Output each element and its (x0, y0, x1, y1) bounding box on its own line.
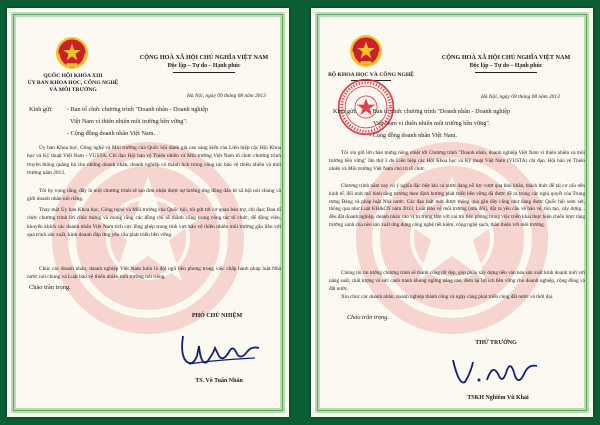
signer-title: THỨ TRƯỞNG (475, 340, 517, 346)
body-paragraph: Chúng tôi tin tưởng chương trình sẽ thành công tốt đẹp, góp phần xây dựng nền văn hóa sản xuất kinh doanh mới với năng suất, chất lượng và sức cạnh tranh không ngừng nâng cao, đem lại lợi ích bền vững cho doanh nghiệp, cộng đồng và đất nước. (329, 270, 585, 292)
letter-date: Hà Nội, ngày 09 tháng 08 năm 2013 (187, 93, 266, 99)
motto-underline (475, 72, 537, 73)
org-line-3: VÀ MÔI TRƯỜNG (49, 87, 97, 93)
national-emblem-icon (349, 34, 383, 68)
body-paragraph: Thay mặt Ủy ban Khoa học, Công nghệ và Môi trường của Quốc hội, tôi gửi tới cơ quan báo trợ, chỉ đạo; Ban tổ chức chương trình lời chúc mừng và mong rằng các đồng chí sẽ thành công trong công tác tổ chức, để động viên, khuyến khích các doanh nhân Việt Nam tích cực lồng ghép trong tính vực bảo vệ thiên nhiên môi trường gắn liền với quá trình sản xuất, kinh doanh đáp ứng yêu cầu phát triển bền vững. (27, 207, 281, 238)
body-paragraph: Chương trình năm nay có ý nghĩa đặc biệt khi cả nước đang nỗ lực vượt qua khó khăn, thách thức để tái cơ cấu nền kinh tế, đổi mới mô hình tăng trưởng theo định hướng phát triển bền vững đã được đề ra trong các nghị quyết của Trung ương Đảng và pháp luật Nhà nước. Các đạo luật mới được thông qua gần đây cũng như đang được Quốc hội xem xét, thông qua như Luật KH&CN năm 2013, Luật Bảo vệ môi trường (sửa đổi), đặt ra yêu cầu về bảo vệ, tôn tạo, xây dựng... đều đặt doanh nghiệp, doanh nhân vào vị trí trung tâm với vai trò tiên phong trong việc triển khai thực hiện chiến lược tăng trưởng xanh của nền sản xuất ứng dụng công nghệ tiết kiệm, công nghệ sạch, thân thiện với môi trường. (329, 183, 585, 228)
closing-text: Chào trân trọng. (347, 314, 389, 321)
country-name: CỘNG HOÀ XÃ HỘI CHỦ NGHĨA VIỆT NAM (139, 54, 269, 61)
body-paragraph: Chúc các doanh nhân, doanh nghiệp Việt Nam luôn là đội ngũ tiên phong trong việc chấp hành pháp luật Nhà nước nói chung và Luật bảo vệ thiên nhiên môi trường nói riêng. (27, 266, 281, 281)
national-emblem-icon (55, 36, 89, 70)
org-line-2: ỦY BAN KHOA HỌC, CÔNG NGHỆ (27, 80, 119, 86)
country-name: CỘNG HOÀ XÃ HỘI CHỦ NGHĨA VIỆT NAM (441, 54, 571, 61)
recipient-line: - Ban tổ chức chương trình "Doanh nhân - Doanh nghiệp (67, 106, 209, 113)
handwritten-signature (447, 352, 543, 392)
org-line-1: QUỐC HỘI KHÓA XIII (43, 73, 103, 79)
letter-page-right (311, 8, 593, 417)
recipient-label: Kính gửi: (29, 106, 53, 113)
org-line-1: BỘ KHOA HỌC VÀ CÔNG NGHỆ (328, 72, 414, 78)
national-motto: Độc lập – Tự do – Hạnh phúc (167, 63, 241, 69)
signer-title: PHÓ CHỦ NHIỆM (191, 313, 243, 319)
recipient-line: Việt Nam vì thiên nhiên môi trường bền vững". (373, 120, 491, 127)
body-paragraph: Ủy ban Khoa học, Công nghệ và Môi trường của Quốc hội đánh giá cao sáng kiến của Liên hiệp các Hội Khoa học và Kỹ thuật Việt Nam - VUSTA. Chỉ đạo Hội bảo vệ Thiên nhiên và Môi trường Việt Nam tổ chức chương trình truyền thông quảng bá cho những doanh nhân, doanh nghiệp có thành tích trong công tác bảo vệ thiên nhiên và môi trường năm 2013. (27, 145, 281, 176)
national-motto: Độc lập – Tự do – Hạnh phúc (469, 63, 543, 69)
recipient-line: - Ban tổ chức chương trình "Doanh nhân - Doanh nghiệp (369, 108, 511, 115)
recipient-line: - Cộng đồng doanh nhân Việt Nam. (67, 130, 156, 137)
closing-text: Chào trân trọng. (29, 284, 71, 291)
recipient-label: Kính gửi: (333, 108, 357, 115)
signer-name: TS. Võ Tuấn Nhân (195, 378, 243, 384)
recipient-line: Việt Nam vì thiên nhiên môi trường bền vững". (70, 118, 188, 125)
letter-date: Hà Nội, ngày 08 tháng 08 năm 2013 (481, 94, 560, 100)
body-paragraph: Xin chúc các doanh nhân, doanh nghiệp thành công và ngày càng phát triển cùng đất nước và thời đại. (341, 294, 554, 300)
body-paragraph: Tôi xin gửi lời chào mừng nồng nhiệt tới Chương trình "Doanh nhân, doanh nghiệp Việt Nam vì thiên nhiên và môi trường bền vững" lần thứ 3 do Liên hiệp các Hội Khoa học và Kỹ thuật Việt Nam (VUSTA) chỉ đạo, Hội bảo vệ Thiên nhiên và Môi trường Việt Nam chủ trì tổ chức. (329, 150, 585, 172)
letter-page-left (7, 8, 289, 417)
motto-underline (173, 72, 235, 73)
signer-name: TSKH Nghiêm Vũ Khải (467, 395, 529, 401)
handwritten-signature (175, 326, 265, 372)
recipient-line: - Cộng đồng doanh nhân Việt Nam. (369, 132, 458, 139)
body-paragraph: Tôi hy vọng rằng, đây là một chương trình sẽ tạo đơn nhận được sự hưởng ứng đông đảo từ xã hội nói chung và giới doanh nhân nói riêng. (27, 188, 281, 203)
